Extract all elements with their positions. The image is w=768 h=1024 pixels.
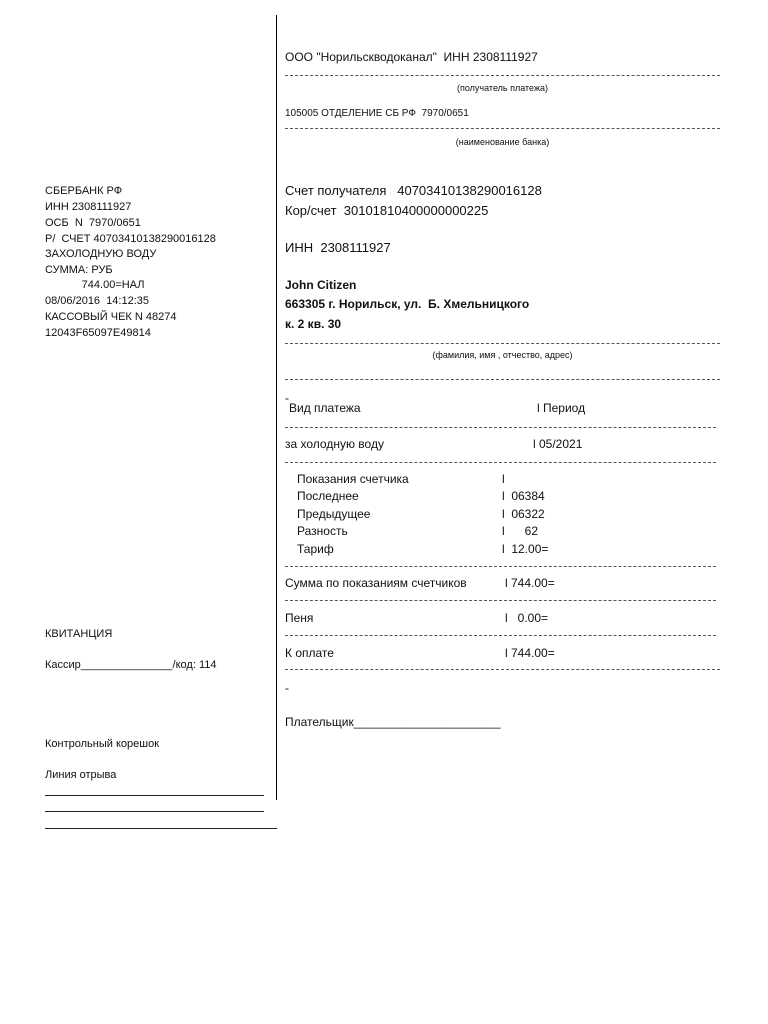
divider [285,462,716,463]
bank-name: 105005 ОТДЕЛЕНИЕ СБ РФ 7970/0651 [285,108,469,119]
due-value: l 744.00= [505,646,555,660]
dash-mark: - [285,391,289,405]
payment-type: за холодную воду [285,437,384,451]
stub-line: СУММА: РУБ [45,264,113,276]
receiver-caption: (получатель платежа) [457,83,548,93]
tear-line-3 [45,828,277,829]
control-stub-label: Контрольный корешок [45,738,160,750]
divider [285,635,716,636]
tear-line-label: Линия отрыва [45,769,117,781]
divider [285,600,716,601]
payment-type-header: Вид платежа [289,401,361,415]
divider [285,128,720,129]
period-header: l Период [537,401,586,415]
payer-address-line1: 663305 г. Норильск, ул. Б. Хмельницкого [285,297,530,311]
receipt-title: КВИТАНЦИЯ [45,628,113,640]
payer-signature-line: Плательщик______________________ [285,715,501,729]
receiver-inn: ИНН 2308111927 [285,240,391,255]
stub-line: ЗАХОЛОДНУЮ ВОДУ [45,248,157,260]
stub-line: Р/ СЧЕТ 40703410138290016128 [45,233,216,245]
meter-row-label: Предыдущее [297,507,371,521]
sum-label: Сумма по показаниям счетчиков [285,576,467,590]
due-label: К оплате [285,646,334,660]
meter-row-label: Тариф [297,542,334,556]
penalty-label: Пеня [285,611,314,625]
dash-mark: - [285,681,289,695]
divider [285,566,716,567]
meter-row-value: l 62 [502,524,539,538]
stub-line: КАССОВЫЙ ЧЕК N 48274 [45,311,177,323]
penalty-value: l 0.00= [505,611,549,625]
divider [285,427,716,428]
stub-line: 08/06/2016 14:12:35 [45,295,149,307]
payer-name: John Citizen [285,278,357,292]
divider [285,379,720,380]
cashier-line: Кассир_______________/код: 114 [45,659,217,671]
divider [285,343,720,344]
meter-row-label: Последнее [297,489,359,503]
vertical-divider [276,15,277,800]
receiver-org: ООО "Норильскводоканал" ИНН 2308111927 [285,50,538,64]
payer-caption: (фамилия, имя , отчество, адрес) [432,350,573,360]
meter-row-value: l 12.00= [502,542,549,556]
meter-row-label: Разность [297,524,348,538]
stub-line: 744.00=НАЛ [45,279,145,291]
stub-line: 12043F65097E49814 [45,327,151,339]
meter-title-sep: l [502,472,505,486]
stub-line: ИНН 2308111927 [45,201,132,213]
payment-period: l 05/2021 [533,437,583,451]
bank-caption: (наименование банка) [455,137,550,147]
divider [285,669,720,670]
tear-line-2 [45,811,264,812]
meter-row-value: l 06384 [502,489,545,503]
meter-row-value: l 06322 [502,507,545,521]
stub-line: ОСБ N 7970/0651 [45,217,141,229]
meter-title: Показания счетчика [297,472,409,486]
tear-line-1 [45,795,264,796]
corr-account: Кор/счет 30101810400000000225 [285,203,489,218]
sum-value: l 744.00= [505,576,555,590]
receiver-account: Счет получателя 40703410138290016128 [285,183,542,198]
payer-address-line2: к. 2 кв. 30 [285,317,342,331]
stub-line: СБЕРБАНК РФ [45,185,123,197]
divider [285,75,720,76]
